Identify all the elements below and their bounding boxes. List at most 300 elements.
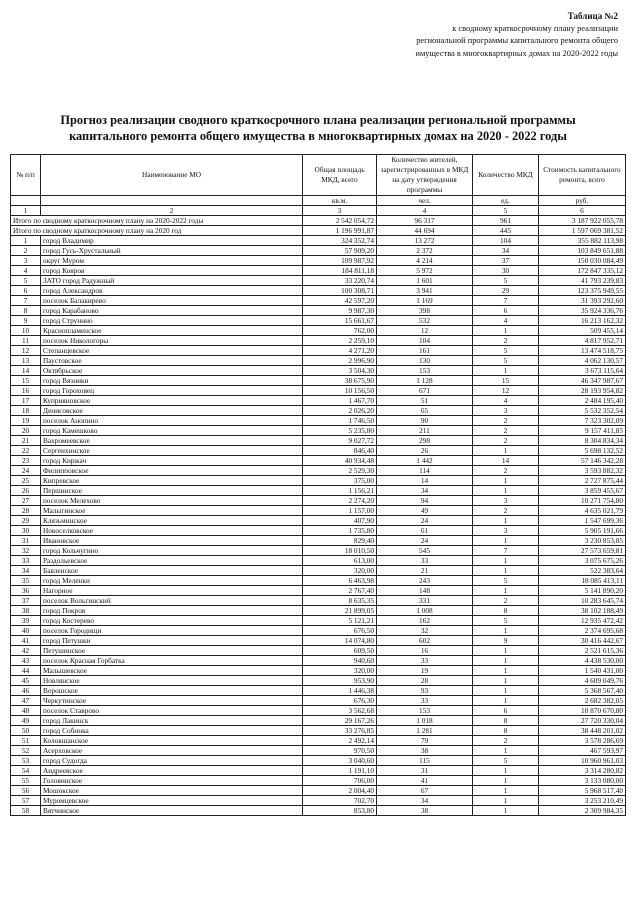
header-cost: Стоимость капитального ремонта, всего xyxy=(539,155,626,196)
building-count: 15 xyxy=(473,376,539,386)
repair-cost: 3 253 210,49 xyxy=(539,796,626,806)
building-count: 2 xyxy=(473,336,539,346)
repair-cost: 103 849 651,88 xyxy=(539,246,626,256)
repair-cost: 5 968 517,40 xyxy=(539,786,626,796)
municipality-name: Вятчинское xyxy=(41,806,303,816)
repair-cost: 2 309 984,35 xyxy=(539,806,626,816)
area-value: 2 529,30 xyxy=(303,466,377,476)
residents-value: 65 xyxy=(377,406,473,416)
table-row xyxy=(11,676,626,686)
row-number: 9 xyxy=(11,316,41,326)
table-row xyxy=(11,786,626,796)
area-value: 15 661,67 xyxy=(303,316,377,326)
area-value: 702,70 xyxy=(303,796,377,806)
building-count: 5 xyxy=(473,346,539,356)
municipality-name: поселок Балакирево xyxy=(41,296,303,306)
area-value: 613,00 xyxy=(303,556,377,566)
area-value: 1 467,70 xyxy=(303,396,377,406)
municipality-name: город Собинка xyxy=(41,726,303,736)
building-count: 1 xyxy=(473,746,539,756)
municipality-name: Новоселковское xyxy=(41,526,303,536)
repair-cost: 3 578 286,69 xyxy=(539,736,626,746)
table-row xyxy=(11,486,626,496)
municipality-name: Клязьминское xyxy=(41,516,303,526)
residents-value: 34 xyxy=(377,486,473,496)
table-row xyxy=(11,656,626,666)
repair-cost: 150 030 084,49 xyxy=(539,256,626,266)
building-count: 1 xyxy=(473,696,539,706)
row-number: 34 xyxy=(11,566,41,576)
residents-value: 93 xyxy=(377,686,473,696)
municipality-name: Октябрьское xyxy=(41,366,303,376)
municipality-name: Першинское xyxy=(41,486,303,496)
table-row xyxy=(11,736,626,746)
building-count: 7 xyxy=(473,296,539,306)
row-number: 53 xyxy=(11,756,41,766)
repair-cost: 5 905 191,66 xyxy=(539,526,626,536)
building-count: 2 xyxy=(473,426,539,436)
area-value: 40 934,48 xyxy=(303,456,377,466)
municipality-name: Денисовское xyxy=(41,406,303,416)
residents-value: 94 xyxy=(377,496,473,506)
table-row xyxy=(11,336,626,346)
residents-value: 38 xyxy=(377,746,473,756)
table-row xyxy=(11,596,626,606)
row-number: 22 xyxy=(11,446,41,456)
repair-cost: 3 314 280,82 xyxy=(539,766,626,776)
building-count: 3 xyxy=(473,406,539,416)
row-number: 54 xyxy=(11,766,41,776)
col-number-2: 2 xyxy=(41,206,303,216)
building-count: 5 xyxy=(473,276,539,286)
residents-value: 16 xyxy=(377,646,473,656)
area-value: 38 675,90 xyxy=(303,376,377,386)
table-row xyxy=(11,536,626,546)
building-count: 2 xyxy=(473,416,539,426)
residents-value: 34 xyxy=(377,796,473,806)
building-count: 3 xyxy=(473,496,539,506)
header-residents: Количество жителей, зарегистрированных в МКД на дату утверждения программы xyxy=(377,155,473,196)
area-value: 970,50 xyxy=(303,746,377,756)
row-number: 40 xyxy=(11,626,41,636)
municipality-name: Ивановское xyxy=(41,536,303,546)
residents-value: 148 xyxy=(377,586,473,596)
area-value: 42 597,20 xyxy=(303,296,377,306)
table-row xyxy=(11,316,626,326)
repair-cost: 2 374 695,68 xyxy=(539,626,626,636)
table-row xyxy=(11,276,626,286)
municipality-name: город Ковров xyxy=(41,266,303,276)
building-count: 14 xyxy=(473,456,539,466)
residents-value: 33 xyxy=(377,556,473,566)
building-count: 30 xyxy=(473,266,539,276)
row-number: 51 xyxy=(11,736,41,746)
building-count: 2 xyxy=(473,466,539,476)
table-row xyxy=(11,766,626,776)
area-value: 3 562,68 xyxy=(303,706,377,716)
area-value: 5 121,21 xyxy=(303,616,377,626)
row-number: 38 xyxy=(11,606,41,616)
col-number-4: 4 xyxy=(377,206,473,216)
municipality-name: город Гусь-Хрустальный xyxy=(41,246,303,256)
residents-value: 26 xyxy=(377,446,473,456)
row-number: 36 xyxy=(11,586,41,596)
municipality-name: Новлянское xyxy=(41,676,303,686)
building-count: 1 xyxy=(473,656,539,666)
total-label: Итого по сводному краткосрочному плану на 2020-2022 годы xyxy=(11,216,303,226)
municipality-name: Головинское xyxy=(41,776,303,786)
repair-cost: 38 102 188,49 xyxy=(539,606,626,616)
area-value: 320,00 xyxy=(303,666,377,676)
municipality-name: город Петушки xyxy=(41,636,303,646)
residents-value: 1 442 xyxy=(377,456,473,466)
municipality-name: Раздольевское xyxy=(41,556,303,566)
residents-value: 13 272 xyxy=(377,236,473,246)
residents-value: 1 128 xyxy=(377,376,473,386)
repair-cost: 5 698 132,52 xyxy=(539,446,626,456)
appendix-note xyxy=(318,10,618,60)
municipality-name: город Покров xyxy=(41,606,303,616)
col-number-1: 1 xyxy=(11,206,41,216)
area-value: 1 735,80 xyxy=(303,526,377,536)
table-row xyxy=(11,546,626,556)
building-count: 1 xyxy=(473,556,539,566)
residents-value: 24 xyxy=(377,536,473,546)
area-value: 33 220,74 xyxy=(303,276,377,286)
repair-cost: 5 532 352,54 xyxy=(539,406,626,416)
residents-value: 1 008 xyxy=(377,606,473,616)
area-value: 10 156,50 xyxy=(303,386,377,396)
residents-value: 38 xyxy=(377,806,473,816)
area-value: 3 504,30 xyxy=(303,366,377,376)
area-value: 1 157,00 xyxy=(303,506,377,516)
row-number: 47 xyxy=(11,696,41,706)
area-value: 2 996,90 xyxy=(303,356,377,366)
building-count: 8 xyxy=(473,606,539,616)
row-number: 18 xyxy=(11,406,41,416)
table-row xyxy=(11,806,626,816)
unit-area: кв.м. xyxy=(303,196,377,206)
row-number: 13 xyxy=(11,356,41,366)
row-number: 48 xyxy=(11,706,41,716)
area-value: 8 635,35 xyxy=(303,596,377,606)
total-residents: 44 694 xyxy=(377,226,473,236)
municipality-name: город Лакинск xyxy=(41,716,303,726)
municipality-name: Паустовское xyxy=(41,356,303,366)
municipality-name: Черкутинское xyxy=(41,696,303,706)
building-count: 1 xyxy=(473,476,539,486)
building-count: 1 xyxy=(473,796,539,806)
municipality-name: Нагорное xyxy=(41,586,303,596)
building-count: 3 xyxy=(473,526,539,536)
header-num: № п/п xyxy=(11,155,41,196)
residents-value: 331 xyxy=(377,596,473,606)
building-count: 5 xyxy=(473,616,539,626)
row-number: 52 xyxy=(11,746,41,756)
area-value: 29 167,26 xyxy=(303,716,377,726)
table-row xyxy=(11,626,626,636)
repair-cost: 3 075 675,26 xyxy=(539,556,626,566)
table-row xyxy=(11,296,626,306)
row-number: 12 xyxy=(11,346,41,356)
municipality-name: Петушинское xyxy=(41,646,303,656)
table-row xyxy=(11,776,626,786)
building-count: 1 xyxy=(473,366,539,376)
area-value: 324 352,74 xyxy=(303,236,377,246)
residents-value: 14 xyxy=(377,476,473,486)
table-number: Таблица №2 xyxy=(567,11,618,21)
building-count: 12 xyxy=(473,386,539,396)
residents-value: 398 xyxy=(377,306,473,316)
col-number-3: 3 xyxy=(303,206,377,216)
row-number: 55 xyxy=(11,776,41,786)
row-number: 14 xyxy=(11,366,41,376)
column-numbers-row xyxy=(11,206,626,216)
table-row xyxy=(11,506,626,516)
row-number: 2 xyxy=(11,246,41,256)
area-value: 375,00 xyxy=(303,476,377,486)
title-line-2: капитального ремонта общего имущества в многоквартирных домах на 2020 - 2022 годы xyxy=(69,129,567,143)
table-row xyxy=(11,636,626,646)
building-count: 1 xyxy=(473,516,539,526)
municipality-name: округ Муром xyxy=(41,256,303,266)
municipality-name: поселок Ставрово xyxy=(41,706,303,716)
residents-value: 28 xyxy=(377,676,473,686)
municipality-name: Андреевское xyxy=(41,766,303,776)
residents-value: 5 972 xyxy=(377,266,473,276)
area-value: 4 271,20 xyxy=(303,346,377,356)
row-number: 26 xyxy=(11,486,41,496)
area-value: 2 259,10 xyxy=(303,336,377,346)
repair-cost: 16 213 162,32 xyxy=(539,316,626,326)
repair-cost: 3 673 115,64 xyxy=(539,366,626,376)
residents-value: 79 xyxy=(377,736,473,746)
table-row xyxy=(11,576,626,586)
table-row xyxy=(11,356,626,366)
table-row xyxy=(11,586,626,596)
municipality-name: Бавленское xyxy=(41,566,303,576)
repair-cost: 2 682 382,05 xyxy=(539,696,626,706)
residents-value: 162 xyxy=(377,616,473,626)
area-value: 2 026,20 xyxy=(303,406,377,416)
municipality-name: Степанцевское xyxy=(41,346,303,356)
residents-value: 24 xyxy=(377,516,473,526)
col-number-5: 5 xyxy=(473,206,539,216)
total-count: 445 xyxy=(473,226,539,236)
row-number: 44 xyxy=(11,666,41,676)
table-row xyxy=(11,756,626,766)
area-value: 21 899,05 xyxy=(303,606,377,616)
building-count: 1 xyxy=(473,486,539,496)
building-count: 1 xyxy=(473,446,539,456)
municipality-name: ЗАТО город Радужный xyxy=(41,276,303,286)
municipality-name: город Вязники xyxy=(41,376,303,386)
area-value: 1 446,38 xyxy=(303,686,377,696)
row-number: 16 xyxy=(11,386,41,396)
building-count: 7 xyxy=(473,546,539,556)
area-value: 18 010,50 xyxy=(303,546,377,556)
table-row xyxy=(11,406,626,416)
note-line-3: имущества в многоквартирных домах на 2020-2022 годы xyxy=(415,48,618,58)
repair-cost: 3 593 882,32 xyxy=(539,466,626,476)
title-line-1: Прогноз реализации сводного краткосрочного плана реализации региональной программы xyxy=(60,113,576,127)
municipality-name: Куприяновское xyxy=(41,396,303,406)
residents-value: 33 xyxy=(377,696,473,706)
row-number: 20 xyxy=(11,426,41,436)
units-row xyxy=(11,196,626,206)
forecast-table xyxy=(10,154,626,816)
row-number: 15 xyxy=(11,376,41,386)
building-count: 104 xyxy=(473,236,539,246)
table-row xyxy=(11,396,626,406)
row-number: 19 xyxy=(11,416,41,426)
building-count: 1 xyxy=(473,666,539,676)
residents-value: 19 xyxy=(377,666,473,676)
building-count: 1 xyxy=(473,806,539,816)
repair-cost: 467 593,97 xyxy=(539,746,626,756)
building-count: 8 xyxy=(473,726,539,736)
area-value: 1 191,10 xyxy=(303,766,377,776)
residents-value: 3 941 xyxy=(377,286,473,296)
area-value: 9 027,72 xyxy=(303,436,377,446)
municipality-name: поселок Городищи xyxy=(41,626,303,636)
building-count: 29 xyxy=(473,286,539,296)
repair-cost: 35 924 336,76 xyxy=(539,306,626,316)
repair-cost: 10 271 754,80 xyxy=(539,496,626,506)
area-value: 3 040,60 xyxy=(303,756,377,766)
municipality-name: поселок Красная Горбатка xyxy=(41,656,303,666)
residents-value: 532 xyxy=(377,316,473,326)
row-number: 46 xyxy=(11,686,41,696)
total-area: 2 542 054,72 xyxy=(303,216,377,226)
area-value: 33 276,85 xyxy=(303,726,377,736)
table-row xyxy=(11,446,626,456)
residents-value: 115 xyxy=(377,756,473,766)
table-row xyxy=(11,746,626,756)
row-number: 49 xyxy=(11,716,41,726)
municipality-name: Малышевское xyxy=(41,666,303,676)
area-value: 2 274,20 xyxy=(303,496,377,506)
repair-cost: 3 230 853,85 xyxy=(539,536,626,546)
building-count: 2 xyxy=(473,736,539,746)
residents-value: 114 xyxy=(377,466,473,476)
repair-cost: 2 521 615,36 xyxy=(539,646,626,656)
residents-value: 90 xyxy=(377,416,473,426)
area-value: 14 074,80 xyxy=(303,636,377,646)
row-number: 45 xyxy=(11,676,41,686)
building-count: 5 xyxy=(473,756,539,766)
total-row xyxy=(11,226,626,236)
residents-value: 1 601 xyxy=(377,276,473,286)
repair-cost: 28 193 954,82 xyxy=(539,386,626,396)
municipality-name: город Александров xyxy=(41,286,303,296)
row-number: 43 xyxy=(11,656,41,666)
total-label: Итого по сводному краткосрочному плану на 2020 год xyxy=(11,226,303,236)
building-count: 6 xyxy=(473,306,539,316)
area-value: 5 235,80 xyxy=(303,426,377,436)
table-row xyxy=(11,386,626,396)
row-number: 30 xyxy=(11,526,41,536)
row-number: 6 xyxy=(11,286,41,296)
total-count: 961 xyxy=(473,216,539,226)
building-count: 5 xyxy=(473,356,539,366)
repair-cost: 5 368 567,40 xyxy=(539,686,626,696)
area-value: 2 492,14 xyxy=(303,736,377,746)
repair-cost: 13 474 518,75 xyxy=(539,346,626,356)
row-number: 37 xyxy=(11,596,41,606)
building-count: 4 xyxy=(473,396,539,406)
residents-value: 104 xyxy=(377,336,473,346)
municipality-name: Малыгинское xyxy=(41,506,303,516)
area-value: 6 463,98 xyxy=(303,576,377,586)
row-number: 7 xyxy=(11,296,41,306)
table-row xyxy=(11,256,626,266)
row-number: 21 xyxy=(11,436,41,446)
area-value: 2 767,40 xyxy=(303,586,377,596)
municipality-name: Ворошское xyxy=(41,686,303,696)
document-title xyxy=(30,112,606,144)
building-count: 1 xyxy=(473,326,539,336)
building-count: 1 xyxy=(473,766,539,776)
repair-cost: 1 540 431,00 xyxy=(539,666,626,676)
area-value: 9 987,30 xyxy=(303,306,377,316)
unit-num xyxy=(11,196,41,206)
row-number: 3 xyxy=(11,256,41,266)
table-row xyxy=(11,716,626,726)
residents-value: 243 xyxy=(377,576,473,586)
residents-value: 153 xyxy=(377,706,473,716)
residents-value: 61 xyxy=(377,526,473,536)
row-number: 31 xyxy=(11,536,41,546)
table-row xyxy=(11,426,626,436)
municipality-name: поселок Вольгинский xyxy=(41,596,303,606)
residents-value: 2 372 xyxy=(377,246,473,256)
building-count: 5 xyxy=(473,576,539,586)
building-count: 2 xyxy=(473,596,539,606)
building-count: 1 xyxy=(473,586,539,596)
repair-cost: 355 882 113,98 xyxy=(539,236,626,246)
building-count: 9 xyxy=(473,636,539,646)
repair-cost: 38 448 201,02 xyxy=(539,726,626,736)
residents-value: 602 xyxy=(377,636,473,646)
row-number: 27 xyxy=(11,496,41,506)
row-number: 41 xyxy=(11,636,41,646)
table-row xyxy=(11,646,626,656)
row-number: 33 xyxy=(11,556,41,566)
row-number: 23 xyxy=(11,456,41,466)
area-value: 1 156,21 xyxy=(303,486,377,496)
table-row xyxy=(11,706,626,716)
table-row xyxy=(11,246,626,256)
building-count: 1 xyxy=(473,646,539,656)
municipality-name: Кипревское xyxy=(41,476,303,486)
repair-cost: 522 383,64 xyxy=(539,566,626,576)
building-count: 1 xyxy=(473,676,539,686)
row-number: 24 xyxy=(11,466,41,476)
table-row xyxy=(11,566,626,576)
residents-value: 12 xyxy=(377,326,473,336)
municipality-name: город Кольчугино xyxy=(41,546,303,556)
municipality-name: город Камешково xyxy=(41,426,303,436)
residents-value: 130 xyxy=(377,356,473,366)
area-value: 100 308,71 xyxy=(303,286,377,296)
row-number: 10 xyxy=(11,326,41,336)
table-row xyxy=(11,416,626,426)
building-count: 1 xyxy=(473,626,539,636)
note-line-2: региональной программы капитального ремонта общего xyxy=(416,36,618,46)
row-number: 8 xyxy=(11,306,41,316)
row-number: 11 xyxy=(11,336,41,346)
